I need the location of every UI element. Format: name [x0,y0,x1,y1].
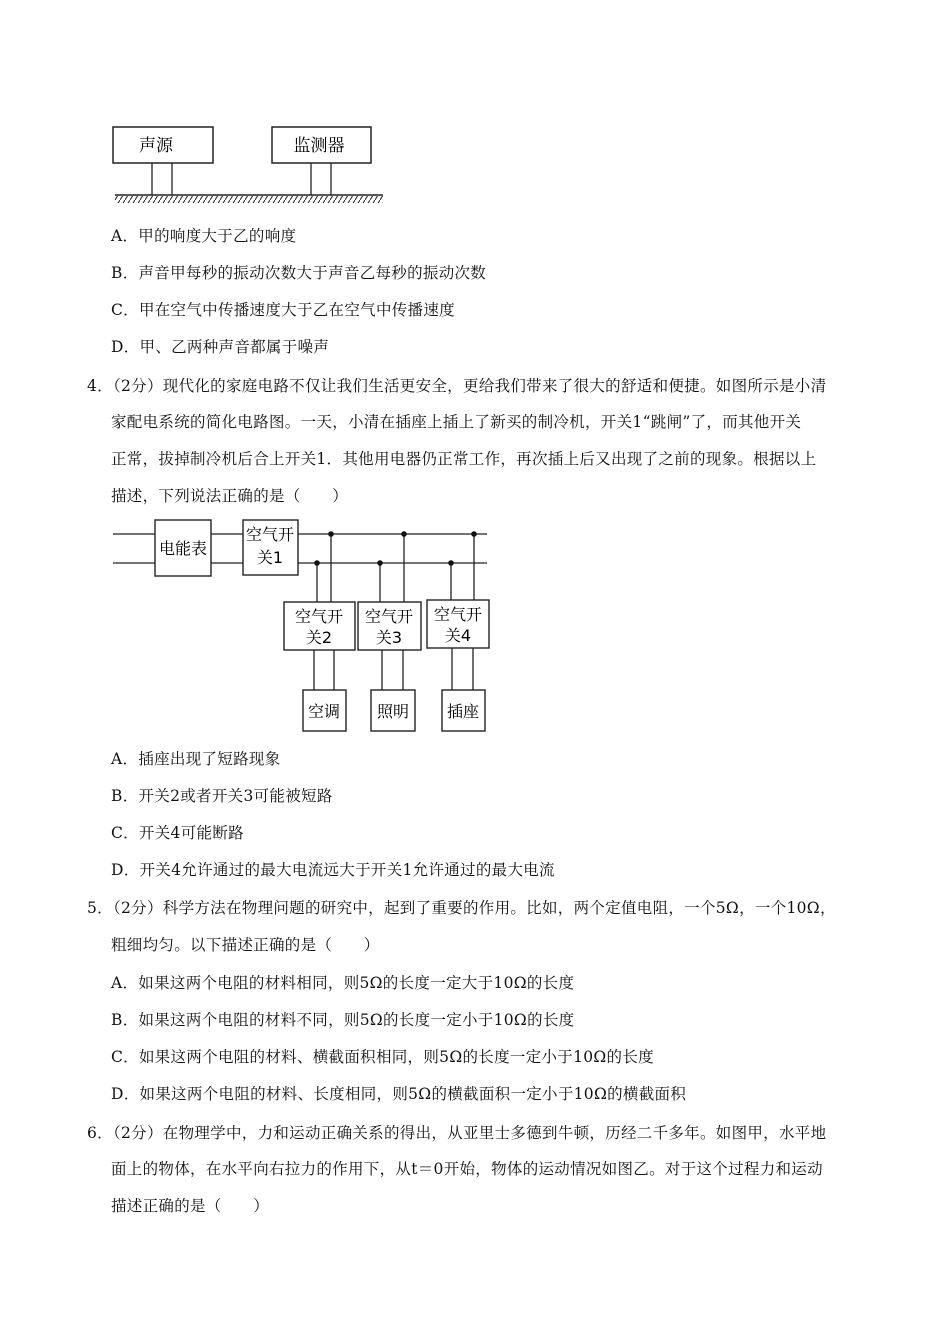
sound-figure [110,120,390,210]
q5-option-d: D．如果这两个电阻的材料、长度相同，则5Ω的横截面积一定小于10Ω的横截面积 [111,1085,687,1103]
q4-stem-line-2: 家配电系统的简化电路图。一天，小清在插座上插上了新买的制冷机，开关1“跳闸”了，而其他开关 [111,413,802,431]
ac-label: 空调 [307,702,341,721]
q5-option-b: B．如果这两个电阻的材料不同，则5Ω的长度一定小于10Ω的长度 [111,1011,575,1029]
q4-stem-line-1: 4．（2分）现代化的家庭电路不仅让我们生活更安全，更给我们带来了很大的舒适和便捷。如图所示是小清 [87,377,827,395]
q3-option-c: C．甲在空气中传播速度大于乙在空气中传播速度 [111,301,455,319]
source-label: 声源 [139,136,173,156]
switch2-label-1: 空气开 [294,607,344,626]
ground-hatch [115,196,383,203]
q6-stem-line-3: 描述正确的是（ ） [111,1197,270,1215]
circuit-figure [110,515,500,740]
q4-option-b: B．开关2或者开关3可能被短路 [111,787,333,805]
q4-stem-line-3: 正常，拔掉制冷机后合上开关1．其他用电器仍正常工作，再次插上后又出现了之前的现象。根据以上 [111,450,817,468]
switch1-label-2: 关1 [256,548,284,567]
q5-stem-line-2: 粗细均匀。以下描述正确的是（ ） [111,936,380,954]
detector-label: 监测器 [293,136,345,156]
switch3-label-1: 空气开 [364,607,414,626]
q4-option-a: A．插座出现了短路现象 [111,750,281,768]
meter-label: 电能表 [158,539,208,558]
q5-option-a: A．如果这两个电阻的材料相同，则5Ω的长度一定大于10Ω的长度 [111,974,575,992]
q5-stem-line-1: 5．（2分）科学方法在物理问题的研究中，起到了重要的作用。比如，两个定值电阻，一个5Ω，一个10Ω， [87,899,836,917]
socket-label: 插座 [446,702,480,721]
switch4-label-1: 空气开 [433,605,483,624]
lighting-label: 照明 [376,702,410,721]
q5-option-c: C．如果这两个电阻的材料、横截面积相同，则5Ω的长度一定小于10Ω的长度 [111,1048,654,1066]
switch4-label-2: 关4 [444,626,472,645]
q4-option-c: C．开关4可能断路 [111,824,244,842]
q4-option-d: D．开关4允许通过的最大电流远大于开关1允许通过的最大电流 [111,861,555,879]
q3-option-b: B．声音甲每秒的振动次数大于声音乙每秒的振动次数 [111,264,487,282]
q6-stem-line-2: 面上的物体，在水平向右拉力的作用下，从t＝0开始，物体的运动情况如图乙。对于这个过程力和运动 [111,1160,823,1178]
q3-option-a: A．甲的响度大于乙的响度 [111,227,297,245]
q3-option-d: D．甲、乙两种声音都属于噪声 [111,338,330,356]
switch1-label-1: 空气开 [245,525,295,544]
q4-stem-line-4: 描述，下列说法正确的是（ ） [111,487,349,505]
switch2-label-2: 关2 [305,628,333,647]
q6-stem-line-1: 6．（2分）在物理学中，力和运动正确关系的得出，从亚里士多德到牛顿，历经二千多年。如图甲，水平地 [87,1124,827,1142]
switch3-label-2: 关3 [375,628,403,647]
